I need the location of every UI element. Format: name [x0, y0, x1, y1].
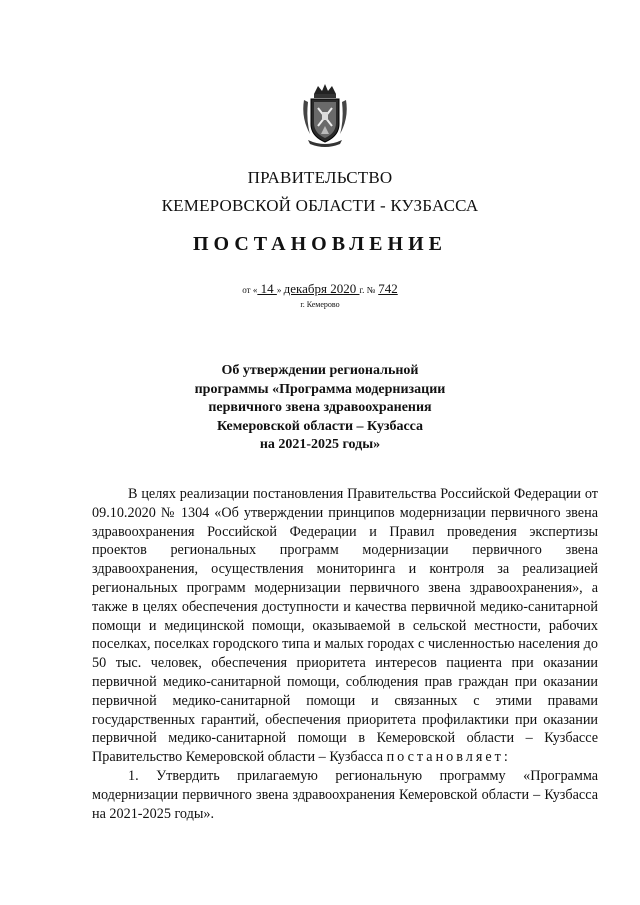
number-prefix: г. №: [359, 285, 376, 295]
body-paragraph-item-1: 1. Утвердить прилагаемую региональную программу «Программа модернизации первичного звена здравоохранения Кемеровской области – Кузбасса на 2021-2025 годы».: [92, 767, 598, 822]
date-prefix: от «: [242, 285, 258, 295]
decree-body: [92, 485, 598, 823]
decree-number: 742: [378, 281, 398, 296]
government-name-line1: ПРАВИТЕЛЬСТВО: [247, 168, 393, 187]
body-paragraph: [92, 485, 598, 767]
decree-subject: [130, 362, 510, 455]
coat-of-arms-icon: [300, 82, 350, 148]
subject-line: Об утверждении региональной: [221, 363, 419, 378]
decree-verb: постановляет:: [386, 749, 511, 766]
preamble-text: В целях реализации постановления Правительства Российской Федерации от 09.10.2020 № 1304 «Об утверждении принципов модернизации первичного звена здравоохранения Российской Федерации и Правил проведения экспертизы проектов региональных программ модернизации первичного звена здравоохранения, осуществления мониторинга и контроля за реализацией региональных программ модернизации первичного звена здравоохранения», а также в целях обеспечения доступности и качества первичной медико-санитарной помощи и медицинской помощи, оказываемой в сельской местности, рабочих поселках, поселках городского типа и малых городах с численностью населения до 50 тыс. человек, обеспечения приоритета интересов пациента при оказании первичной медико-санитарной помощи, соблюдения прав граждан при оказании первичной медико-санитарной помощи и связанных с этими правами государственных гарантий, обеспечения приоритета профилактики при оказании первичной медико-санитарной помощи в Кемеровской области – Кузбассе Правительство Кемеровской области – Кузбасса: [92, 486, 598, 766]
subject-line: программы «Программа модернизации: [194, 381, 446, 397]
date-month-year: декабря 2020: [283, 281, 360, 296]
date-number-line: [0, 281, 640, 297]
decree-title: ПОСТАНОВЛЕНИЕ: [193, 233, 447, 255]
date-mid: »: [276, 285, 284, 295]
subject-line: на 2021-2025 годы»: [259, 437, 381, 452]
subject-line: Кемеровской области – Кузбасса: [216, 418, 424, 434]
subject-line: первичного звена здравоохранения: [208, 400, 432, 415]
date-day: 14: [257, 281, 277, 296]
government-name-line2: КЕМЕРОВСКОЙ ОБЛАСТИ - КУЗБАССА: [161, 196, 479, 215]
city-name: г. Кемерово: [300, 300, 340, 309]
